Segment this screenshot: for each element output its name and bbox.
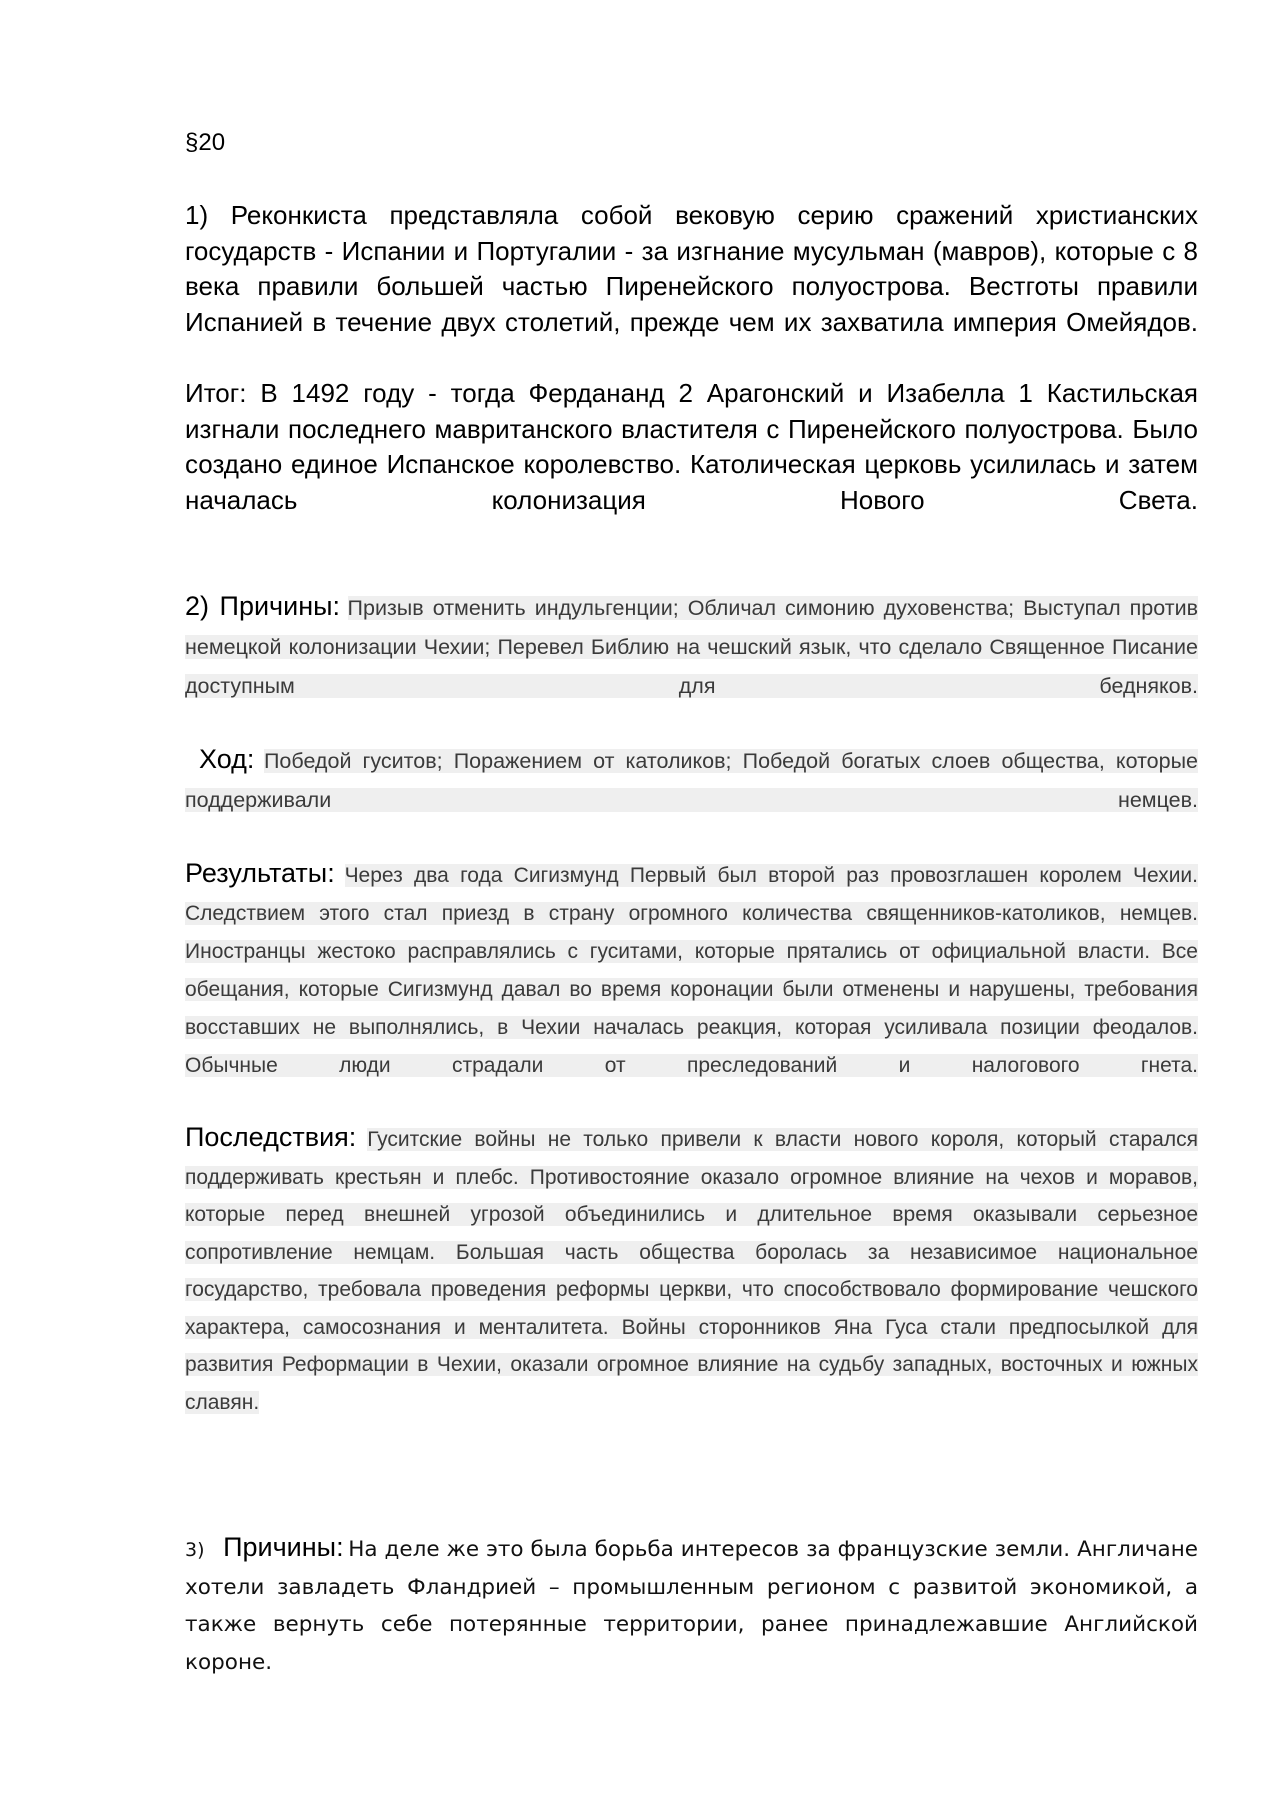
document-body [185,128,1198,1682]
q2-course-text: Победой гуситов; Поражением от католиков; Победой богатых слоев общества, которые поддерживали немцев. [185,749,1198,812]
q2-causes-label: 2) Причины: [185,591,341,621]
q1-paragraph-1: 1) Реконкиста представляла собой вековую серию сражений христианских государств - Испании и Португалии - за изгнание мусульман (мавров), которые с 8 века правили большей частью Пиренейского полуострова. Вестготы правили Испанией в течение двух столетий, прежде чем их захватила империя Омейядов. [185,200,1198,337]
q2-course-label: Ход: [199,744,255,774]
q3-causes-label: Причины: [223,1532,344,1562]
q2-results [185,855,1198,1086]
q3-causes [185,1530,1198,1682]
q2-consequences-text: Гуситские войны не только привели к власти нового короля, который старался поддерживать крестьян и плебс. Противостояние оказало огромное влияние на чехов и моравов, которые перед внешней угрозой объединились и длительное время оказывали серьезное сопротивление немцам. Большая часть общества боролась за независимое национальное государство, требовала проведения реформы церкви, что способствовало формирование чешского характера, самосознания и менталитета. Войны сторонников Яна Гуса стали предпосылкой для развития Реформации в Чехии, оказали огромное влияние на судьбу западных, восточных и южных славян. [185,1128,1198,1414]
q3-number: 3) [185,1539,205,1561]
section-mark: §20 [185,129,226,156]
q2-causes [185,588,1198,707]
q2-causes-text: Призыв отменить индульгенции; Обличал симонию духовенства; Выступал против немецкой колонизации Чехии; Перевел Библию на чешский язык, что сделало Священное Писание доступным для бедняков. [185,596,1198,698]
q2-results-text: Через два года Сигизмунд Первый был второй раз провозглашен королем Чехии. Следствием этого стал приезд в страну огромного количества священников-католиков, немцев. Иностранцы жестоко расправлялись с гуситами, которые прятались от официальной власти. Все обещания, которые Сигизмунд давал во время коронации были отменены и нарушены, требования восставших не выполнялись, в Чехии началась реакция, которая усиливала позиции феодалов. Обычные люди страдали от преследований и налогового гнета. [185,864,1198,1077]
q2-course [185,741,1198,821]
q2-results-label: Результаты: [185,858,335,888]
q3-causes-text: На деле же это была борьба интересов за французские земли. Англичане хотели завладеть Фландрией – промышленным регионом с развитой экономикой, а также вернуть себе потерянные территории, ранее принадлежавшие Английской короне. [185,1537,1199,1675]
q2-consequences [185,1120,1198,1422]
q2-consequences-label: Последствия: [185,1122,357,1152]
q1-paragraph-2-result: Итог: В 1492 году - тогда Ферданaнд 2 Арагонский и Изабелла 1 Кастильская изгнали последнего мавританского властителя с Пиренейского полуострова. Было создано единое Испанское королевство. Католическая церковь усилилась и затем началась колонизация Нового Света. [185,378,1198,515]
